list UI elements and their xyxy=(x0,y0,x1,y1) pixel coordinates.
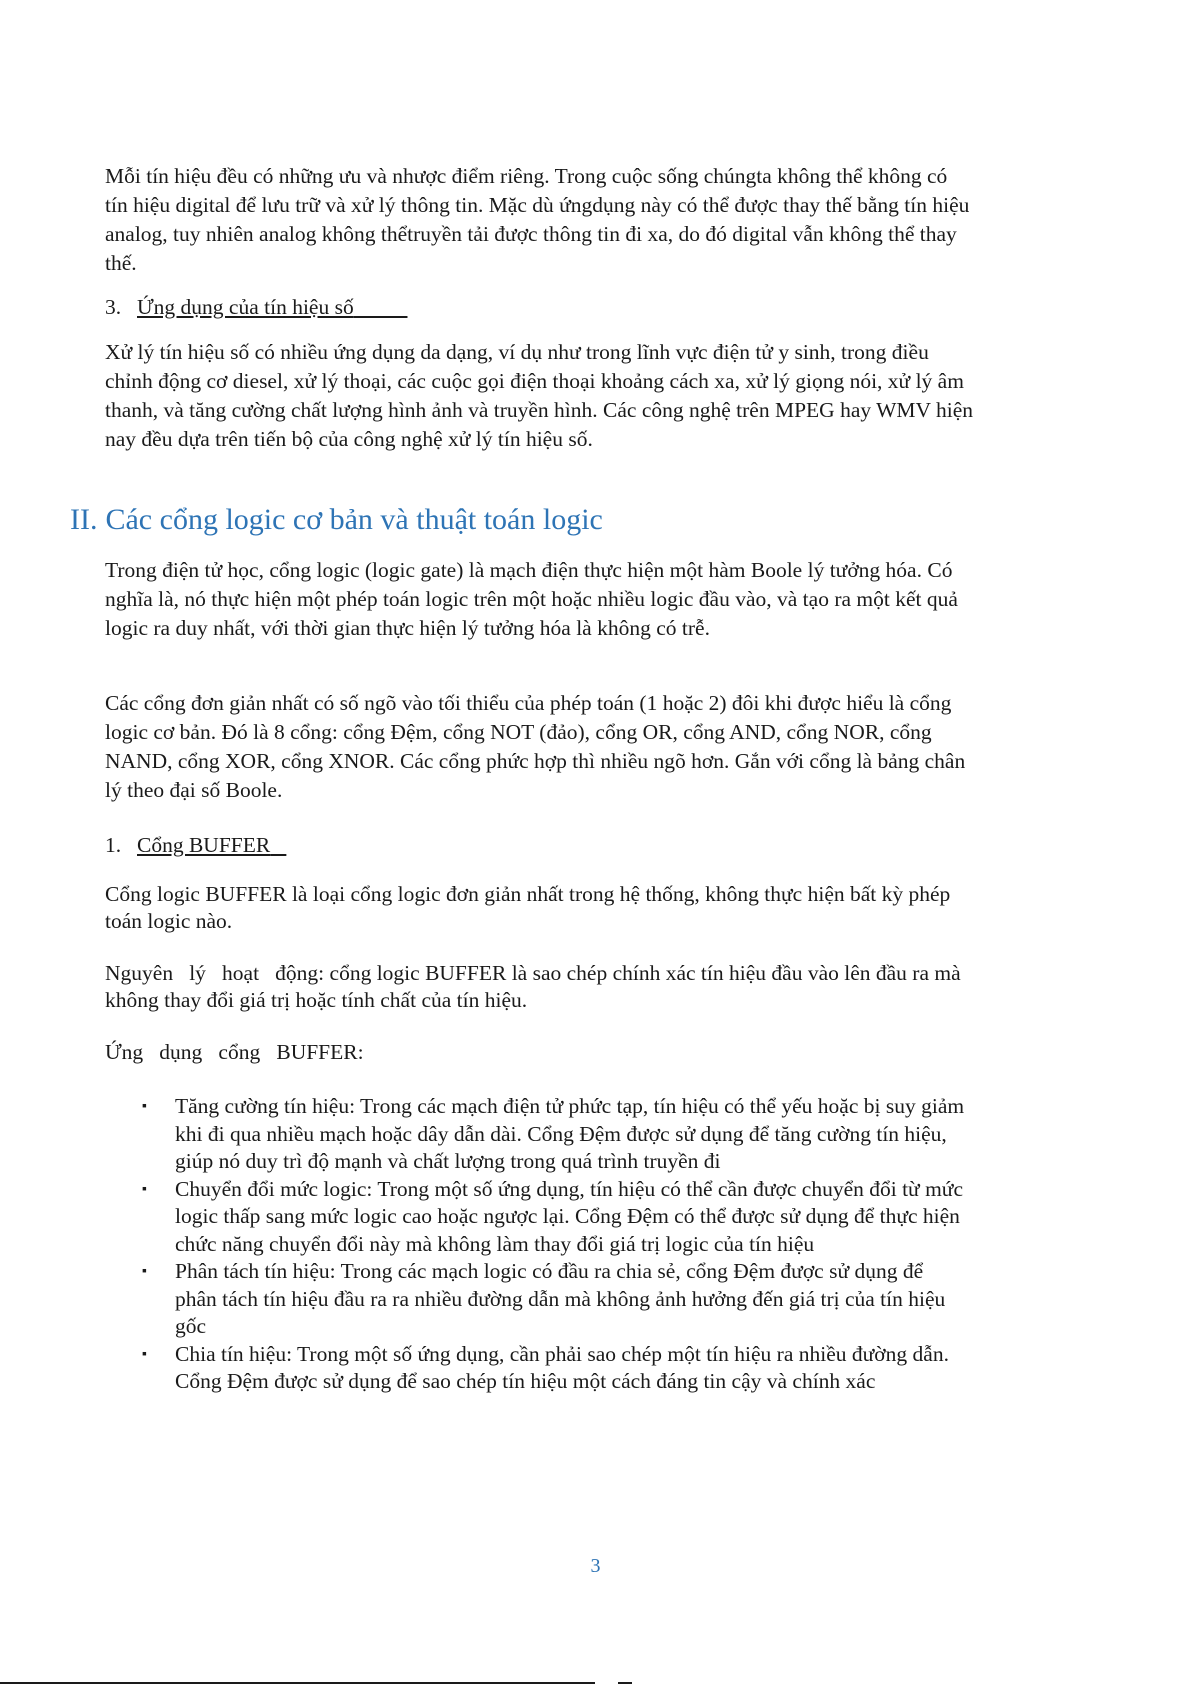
paragraph-applications: Xử lý tín hiệu số có nhiều ứng dụng da dạng, ví dụ như trong lĩnh vực điện tử y sinh, trong điều chỉnh động cơ diesel, xử lý thoại, các cuộc gọi điện thoại khoảng cách xa, xử lý giọng nói, xử lý âm thanh, và tăng cường chất lượng hình ảnh và truyền hình. Các công nghệ trên MPEG hay WMV hiện nay đều dựa trên tiến bộ của công nghệ xử lý tín hiệu số. xyxy=(105,340,974,451)
subheading-title: Cổng BUFFER xyxy=(137,833,271,857)
list-item xyxy=(105,1341,965,1396)
list-item-text: Chia tín hiệu: Trong một số ứng dụng, cần phải sao chép một tín hiệu ra nhiều đường dẫn. Cổng Đệm được sử dụng để sao chép tín hiệu một cách đáng tin cậy và chính xác xyxy=(175,1341,949,1393)
paragraph-logic-gate-definition: Trong điện tử học, cổng logic (logic gate) là mạch điện thực hiện một hàm Boole lý tưởng hóa. Có nghĩa là, nó thực hiện một phép toán logic trên một hoặc nhiều logic đầu vào, và tạo ra một kết quả logic ra duy nhất, với thời gian thực hiện lý tưởng hóa là không có trễ. xyxy=(105,558,958,640)
paragraph-buffer-definition: Cổng logic BUFFER là loại cổng logic đơn giản nhất trong hệ thống, không thực hiện bất kỳ phép toán logic nào. xyxy=(105,882,951,933)
paragraph-basic-gates: Các cổng đơn giản nhất có số ngõ vào tối thiểu của phép toán (1 hoặc 2) đôi khi được hiểu là cổng logic cơ bản. Đó là 8 cổng: cổng Đệm, cổng NOT (đảo), cổng OR, cổng AND, cổng NOR, cổng NAND, cổng XOR, cổng XNOR. Các cổng phức hợp thì nhiều ngõ hơn. Gắn với cổng là bảng chân lý theo đại số Boole. xyxy=(105,691,966,802)
section-title: Các cổng logic cơ bản và thuật toán logic xyxy=(105,503,603,536)
list-item xyxy=(105,1176,965,1259)
subheading-underline-pad xyxy=(354,295,408,319)
subheading-number: 3. xyxy=(105,295,122,319)
bullet-marker: ▪ xyxy=(142,1264,147,1279)
bullet-marker: ▪ xyxy=(142,1099,147,1114)
list-item-text: Tăng cường tín hiệu: Trong các mạch điện tử phức tạp, tín hiệu có thể yếu hoặc bị suy giảm khi đi qua nhiều mạch hoặc dây dẫn dài. Cổng Đệm được sử dụng để tăng cường tín hiệu, giúp nó duy trì độ mạnh và chất lượng trong quá trình truyền đi xyxy=(175,1094,965,1173)
section-number: II. xyxy=(70,503,98,536)
list-item xyxy=(105,1258,965,1341)
list-item xyxy=(105,1093,965,1176)
bullet-marker: ▪ xyxy=(142,1181,147,1197)
subheading-buffer xyxy=(105,831,286,860)
paragraph-buffer-apps-label: Ứng dụng cổng BUFFER: xyxy=(105,1040,364,1064)
list-item-text: Phân tách tín hiệu: Trong các mạch logic có đầu ra chia sẻ, cổng Đệm được sử dụng để phân tách tín hiệu đầu ra ra nhiều đường dẫn mà không ảnh hưởng đến giá trị của tín hiệu gốc xyxy=(175,1259,946,1338)
subheading-applications xyxy=(105,293,407,322)
footer-rule-mark xyxy=(618,1682,632,1684)
section-heading xyxy=(70,500,603,540)
footer-rule xyxy=(0,1682,595,1684)
subheading-underline-pad xyxy=(270,833,286,857)
bullet-marker: ▪ xyxy=(142,1346,147,1362)
subheading-number: 1. xyxy=(105,833,122,857)
paragraph-buffer-principle: Nguyên lý hoạt động: cổng logic BUFFER là sao chép chính xác tín hiệu đầu vào lên đầu ra mà không thay đổi giá trị hoặc tính chất của tín hiệu. xyxy=(105,961,967,1012)
paragraph-intro: Mỗi tín hiệu đều có những ưu và nhược điểm riêng. Trong cuộc sống chúngta không thể không có tín hiệu digital để lưu trữ và xử lý thông tin. Mặc dù ứngdụng này có thể được thay thế bằng tín hiệu analog, tuy nhiên analog không thểtruyền tải được thông tin đi xa, do đó digital vẫn không thể thay thế. xyxy=(105,164,970,275)
list-item-text: Chuyển đổi mức logic: Trong một số ứng dụng, tín hiệu có thể cần được chuyển đổi từ mức logic thấp sang mức logic cao hoặc ngược lại. Cổng Đệm có thể được sử dụng để thực hiện chức năng chuyển đổi này mà không làm thay đổi giá trị logic của tín hiệu xyxy=(175,1176,964,1256)
subheading-title: Ứng dụng của tín hiệu số xyxy=(137,295,354,319)
buffer-applications-list xyxy=(105,1093,965,1396)
page-number: 3 xyxy=(590,1555,601,1577)
